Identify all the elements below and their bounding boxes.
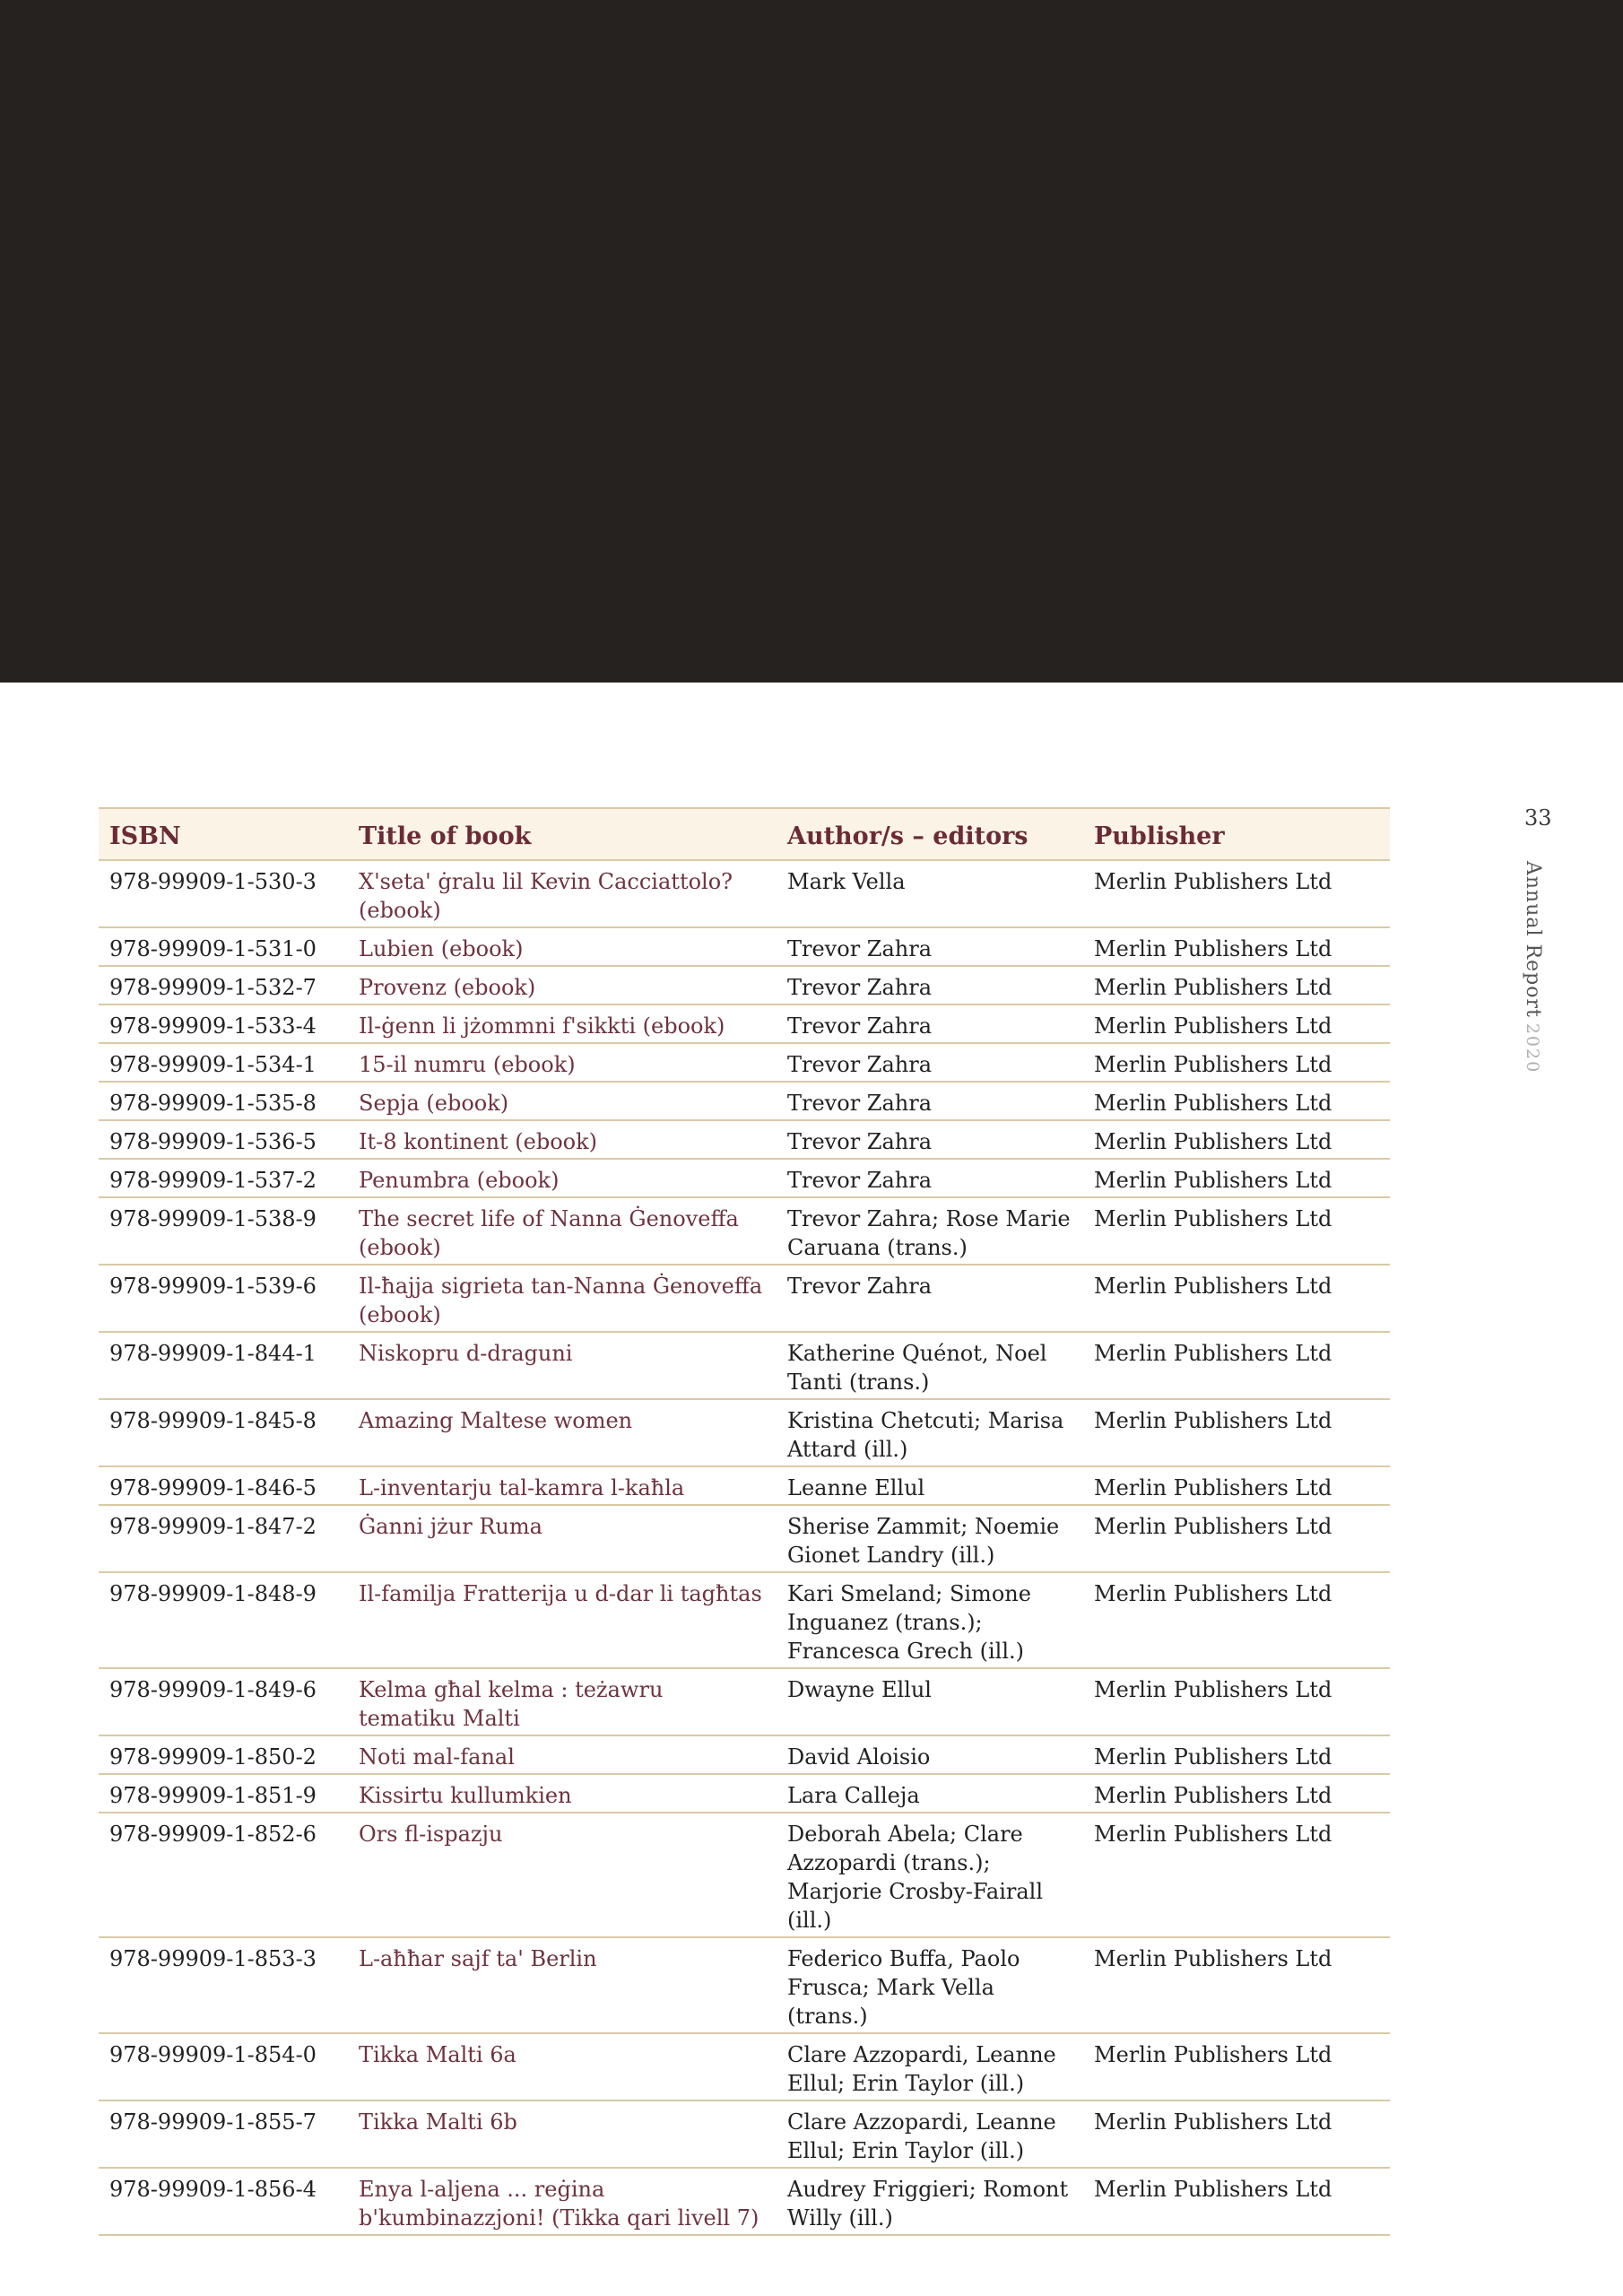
isbn-cell: 978-99909-1-850-2 bbox=[99, 1735, 348, 1774]
header-image-band bbox=[0, 0, 1623, 683]
table-row bbox=[99, 966, 1390, 1004]
isbn-cell: 978-99909-1-855-7 bbox=[99, 2100, 348, 2168]
isbn-cell: 978-99909-1-531-0 bbox=[99, 927, 348, 966]
isbn-cell: 978-99909-1-853-3 bbox=[99, 1937, 348, 2033]
authors-cell: Trevor Zahra bbox=[777, 927, 1083, 966]
publisher-cell: Merlin Publishers Ltd bbox=[1083, 1159, 1390, 1197]
publisher-cell: Merlin Publishers Ltd bbox=[1083, 1466, 1390, 1505]
authors-cell: Katherine Quénot, Noel Tanti (trans.) bbox=[777, 1332, 1083, 1399]
book-title-cell: X'seta' ġralu lil Kevin Cacciattolo? (ebook) bbox=[348, 860, 777, 927]
authors-cell: Lara Calleja bbox=[777, 1774, 1083, 1813]
authors-cell: Audrey Friggieri; Romont Willy (ill.) bbox=[777, 2168, 1083, 2235]
authors-cell: David Aloisio bbox=[777, 1735, 1083, 1774]
book-title-cell: Niskopru d-draguni bbox=[348, 1332, 777, 1399]
page-number: 33 bbox=[1524, 805, 1552, 831]
publisher-cell: Merlin Publishers Ltd bbox=[1083, 1082, 1390, 1120]
book-title-cell: Il-ġenn li jżommni f'sikkti (ebook) bbox=[348, 1004, 777, 1043]
publisher-cell: Merlin Publishers Ltd bbox=[1083, 1120, 1390, 1159]
table-row bbox=[99, 1120, 1390, 1159]
books-table bbox=[99, 807, 1390, 2236]
authors-cell: Trevor Zahra bbox=[777, 1265, 1083, 1332]
publisher-cell: Merlin Publishers Ltd bbox=[1083, 1813, 1390, 1937]
publisher-cell: Merlin Publishers Ltd bbox=[1083, 1197, 1390, 1265]
book-title-cell: Kissirtu kullumkien bbox=[348, 1774, 777, 1813]
authors-cell: Trevor Zahra bbox=[777, 1159, 1083, 1197]
isbn-cell: 978-99909-1-848-9 bbox=[99, 1572, 348, 1668]
header-title: Title of book bbox=[348, 808, 777, 860]
table-row bbox=[99, 1159, 1390, 1197]
isbn-cell: 978-99909-1-538-9 bbox=[99, 1197, 348, 1265]
table-row bbox=[99, 1735, 1390, 1774]
isbn-cell: 978-99909-1-847-2 bbox=[99, 1505, 348, 1572]
authors-cell: Clare Azzopardi, Leanne Ellul; Erin Taylor (ill.) bbox=[777, 2033, 1083, 2100]
table-body bbox=[99, 860, 1390, 2235]
book-title-cell: Sepja (ebook) bbox=[348, 1082, 777, 1120]
book-title-cell: 15-il numru (ebook) bbox=[348, 1043, 777, 1082]
table-row bbox=[99, 1399, 1390, 1466]
publisher-cell: Merlin Publishers Ltd bbox=[1083, 1937, 1390, 2033]
book-title-cell: Tikka Malti 6b bbox=[348, 2100, 777, 2168]
authors-cell: Kari Smeland; Simone Inguanez (trans.); Francesca Grech (ill.) bbox=[777, 1572, 1083, 1668]
authors-cell: Mark Vella bbox=[777, 860, 1083, 927]
table-row bbox=[99, 1197, 1390, 1265]
running-footer bbox=[1522, 861, 1544, 1074]
book-title-cell: Kelma għal kelma : teżawru tematiku Malti bbox=[348, 1668, 777, 1735]
publisher-cell: Merlin Publishers Ltd bbox=[1083, 1572, 1390, 1668]
isbn-cell: 978-99909-1-854-0 bbox=[99, 2033, 348, 2100]
publisher-cell: Merlin Publishers Ltd bbox=[1083, 966, 1390, 1004]
table-row bbox=[99, 1813, 1390, 1937]
book-title-cell: Tikka Malti 6a bbox=[348, 2033, 777, 2100]
header-publisher: Publisher bbox=[1083, 808, 1390, 860]
authors-cell: Sherise Zammit; Noemie Gionet Landry (ill.) bbox=[777, 1505, 1083, 1572]
book-title-cell: Provenz (ebook) bbox=[348, 966, 777, 1004]
book-title-cell: L-aħħar sajf ta' Berlin bbox=[348, 1937, 777, 2033]
header-isbn: ISBN bbox=[99, 808, 348, 860]
book-title-cell: L-inventarju tal-kamra l-kaħla bbox=[348, 1466, 777, 1505]
book-title-cell: Il-ħajja sigrieta tan-Nanna Ġenoveffa (ebook) bbox=[348, 1265, 777, 1332]
publisher-cell: Merlin Publishers Ltd bbox=[1083, 860, 1390, 927]
publisher-cell: Merlin Publishers Ltd bbox=[1083, 1668, 1390, 1735]
authors-cell: Trevor Zahra bbox=[777, 1120, 1083, 1159]
table-header-row bbox=[99, 808, 1390, 860]
publisher-cell: Merlin Publishers Ltd bbox=[1083, 1265, 1390, 1332]
isbn-cell: 978-99909-1-536-5 bbox=[99, 1120, 348, 1159]
book-title-cell: Ors fl-ispazju bbox=[348, 1813, 777, 1937]
table-row bbox=[99, 2100, 1390, 2168]
publisher-cell: Merlin Publishers Ltd bbox=[1083, 927, 1390, 966]
book-title-cell: Amazing Maltese women bbox=[348, 1399, 777, 1466]
isbn-cell: 978-99909-1-532-7 bbox=[99, 966, 348, 1004]
isbn-cell: 978-99909-1-846-5 bbox=[99, 1466, 348, 1505]
authors-cell: Leanne Ellul bbox=[777, 1466, 1083, 1505]
table-row bbox=[99, 2168, 1390, 2235]
book-title-cell: Penumbra (ebook) bbox=[348, 1159, 777, 1197]
table-row bbox=[99, 1332, 1390, 1399]
isbn-cell: 978-99909-1-845-8 bbox=[99, 1399, 348, 1466]
report-label: Annual Report bbox=[1522, 861, 1544, 1018]
authors-cell: Trevor Zahra bbox=[777, 1043, 1083, 1082]
table-row bbox=[99, 1265, 1390, 1332]
authors-cell: Dwayne Ellul bbox=[777, 1668, 1083, 1735]
authors-cell: Clare Azzopardi, Leanne Ellul; Erin Taylor (ill.) bbox=[777, 2100, 1083, 2168]
authors-cell: Deborah Abela; Clare Azzopardi (trans.); Marjorie Crosby-Fairall (ill.) bbox=[777, 1813, 1083, 1937]
table-row bbox=[99, 1043, 1390, 1082]
header-authors: Author/s – editors bbox=[777, 808, 1083, 860]
authors-cell: Trevor Zahra bbox=[777, 1082, 1083, 1120]
table-row bbox=[99, 1572, 1390, 1668]
authors-cell: Trevor Zahra bbox=[777, 966, 1083, 1004]
authors-cell: Kristina Chetcuti; Marisa Attard (ill.) bbox=[777, 1399, 1083, 1466]
publisher-cell: Merlin Publishers Ltd bbox=[1083, 1735, 1390, 1774]
publisher-cell: Merlin Publishers Ltd bbox=[1083, 2033, 1390, 2100]
isbn-cell: 978-99909-1-539-6 bbox=[99, 1265, 348, 1332]
isbn-cell: 978-99909-1-844-1 bbox=[99, 1332, 348, 1399]
book-title-cell: It-8 kontinent (ebook) bbox=[348, 1120, 777, 1159]
authors-cell: Trevor Zahra bbox=[777, 1004, 1083, 1043]
report-year: 2020 bbox=[1523, 1022, 1542, 1074]
isbn-cell: 978-99909-1-856-4 bbox=[99, 2168, 348, 2235]
isbn-cell: 978-99909-1-533-4 bbox=[99, 1004, 348, 1043]
publisher-cell: Merlin Publishers Ltd bbox=[1083, 1043, 1390, 1082]
publisher-cell: Merlin Publishers Ltd bbox=[1083, 1332, 1390, 1399]
publisher-cell: Merlin Publishers Ltd bbox=[1083, 1399, 1390, 1466]
book-title-cell: The secret life of Nanna Ġenoveffa (ebook) bbox=[348, 1197, 777, 1265]
isbn-cell: 978-99909-1-851-9 bbox=[99, 1774, 348, 1813]
isbn-cell: 978-99909-1-534-1 bbox=[99, 1043, 348, 1082]
book-title-cell: Ġanni jżur Ruma bbox=[348, 1505, 777, 1572]
table-row bbox=[99, 1505, 1390, 1572]
table-row bbox=[99, 1774, 1390, 1813]
book-title-cell: Il-familja Fratterija u d-dar li tagħtas bbox=[348, 1572, 777, 1668]
book-title-cell: Lubien (ebook) bbox=[348, 927, 777, 966]
table-row bbox=[99, 2033, 1390, 2100]
isbn-cell: 978-99909-1-849-6 bbox=[99, 1668, 348, 1735]
publisher-cell: Merlin Publishers Ltd bbox=[1083, 1505, 1390, 1572]
publisher-cell: Merlin Publishers Ltd bbox=[1083, 2168, 1390, 2235]
publisher-cell: Merlin Publishers Ltd bbox=[1083, 1774, 1390, 1813]
table-row bbox=[99, 1082, 1390, 1120]
table-row bbox=[99, 1466, 1390, 1505]
book-title-cell: Enya l-aljena ... reġina b'kumbinazzjoni! (Tikka qari livell 7) bbox=[348, 2168, 777, 2235]
authors-cell: Federico Buffa, Paolo Frusca; Mark Vella (trans.) bbox=[777, 1937, 1083, 2033]
isbn-cell: 978-99909-1-535-8 bbox=[99, 1082, 348, 1120]
table-row bbox=[99, 1668, 1390, 1735]
table-row bbox=[99, 860, 1390, 927]
isbn-cell: 978-99909-1-852-6 bbox=[99, 1813, 348, 1937]
table-row bbox=[99, 927, 1390, 966]
book-title-cell: Noti mal-fanal bbox=[348, 1735, 777, 1774]
table-row bbox=[99, 1004, 1390, 1043]
isbn-cell: 978-99909-1-530-3 bbox=[99, 860, 348, 927]
publisher-cell: Merlin Publishers Ltd bbox=[1083, 2100, 1390, 2168]
publisher-cell: Merlin Publishers Ltd bbox=[1083, 1004, 1390, 1043]
authors-cell: Trevor Zahra; Rose Marie Caruana (trans.) bbox=[777, 1197, 1083, 1265]
isbn-cell: 978-99909-1-537-2 bbox=[99, 1159, 348, 1197]
table-row bbox=[99, 1937, 1390, 2033]
